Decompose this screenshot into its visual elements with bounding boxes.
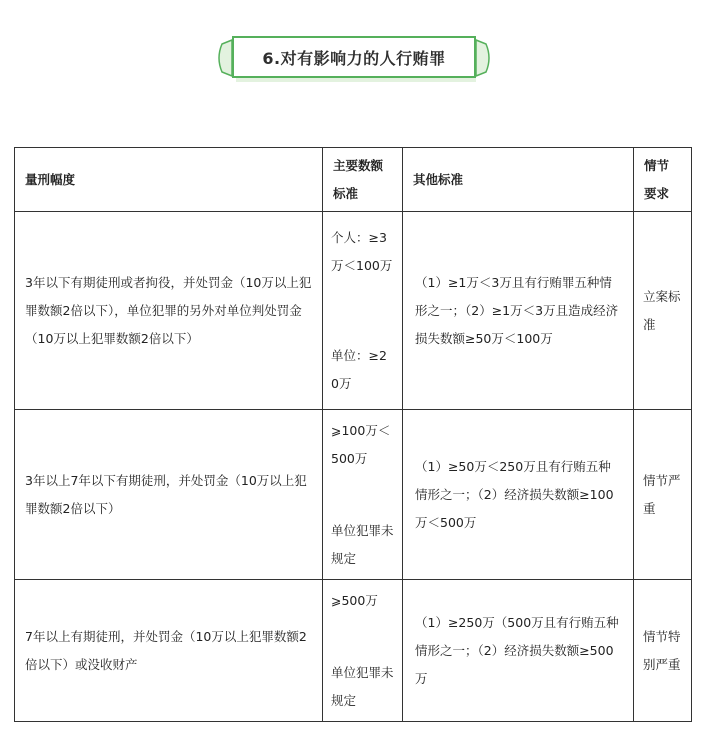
- requirement-cell: 情节特别严重: [634, 580, 692, 722]
- other-criteria-text: （1）≥250万（500万且有行贿五种情形之一；（2）经济损失数额≥500万: [415, 614, 619, 686]
- amount-individual: ⩾100万＜500万: [331, 422, 391, 466]
- amount-cell: [323, 580, 403, 722]
- other-criteria-cell: [403, 212, 634, 410]
- banner-right-wing: [476, 40, 489, 76]
- other-criteria-text: （1）≥50万＜250万且有行贿五种情形之一；（2）经济损失数额≥100万＜500万: [415, 458, 614, 530]
- header-other: 其他标准: [403, 148, 634, 212]
- sentencing-table: [14, 147, 692, 722]
- amount-cell: [323, 410, 403, 580]
- banner-left-wing: [219, 40, 232, 76]
- table-row: [15, 410, 692, 580]
- amount-unit: 单位犯罪未规定: [331, 522, 394, 566]
- page-title: 6.对有影响力的人行贿罪: [232, 36, 476, 78]
- table-row: [15, 212, 692, 410]
- amount-unit: 单位：≥20万: [331, 347, 387, 391]
- spacer: [331, 615, 394, 659]
- amount-individual: 个人：≥3万＜100万: [331, 229, 393, 273]
- other-criteria-cell: [403, 580, 634, 722]
- header-penalty: 量刑幅度: [15, 148, 323, 212]
- title-banner: [216, 32, 492, 84]
- amount-cell: [323, 212, 403, 410]
- header-requirement: 情节要求: [634, 148, 692, 212]
- requirement-cell: 情节严重: [634, 410, 692, 580]
- header-amount: 主要数额标准: [323, 148, 403, 212]
- amount-individual: ⩾500万: [331, 592, 378, 608]
- penalty-cell: 3年以下有期徒刑或者拘役，并处罚金（10万以上犯罪数额2倍以下），单位犯罪的另外对单位判处罚金（10万以上犯罪数额2倍以下）: [15, 212, 323, 410]
- table-header-row: [15, 148, 692, 212]
- penalty-cell: 3年以上7年以下有期徒刑，并处罚金（10万以上犯罪数额2倍以下）: [15, 410, 323, 580]
- spacer: [331, 473, 394, 517]
- table-row: [15, 580, 692, 722]
- other-criteria-text: （1）≥1万＜3万且有行贿罪五种情形之一；（2）≥1万＜3万且造成经济损失数额≥50万＜100万: [415, 274, 619, 346]
- penalty-cell: 7年以上有期徒刑，并处罚金（10万以上犯罪数额2倍以下）或没收财产: [15, 580, 323, 722]
- amount-unit: 单位犯罪未规定: [331, 664, 394, 708]
- requirement-cell: 立案标准: [634, 212, 692, 410]
- spacer: [331, 280, 394, 342]
- other-criteria-cell: [403, 410, 634, 580]
